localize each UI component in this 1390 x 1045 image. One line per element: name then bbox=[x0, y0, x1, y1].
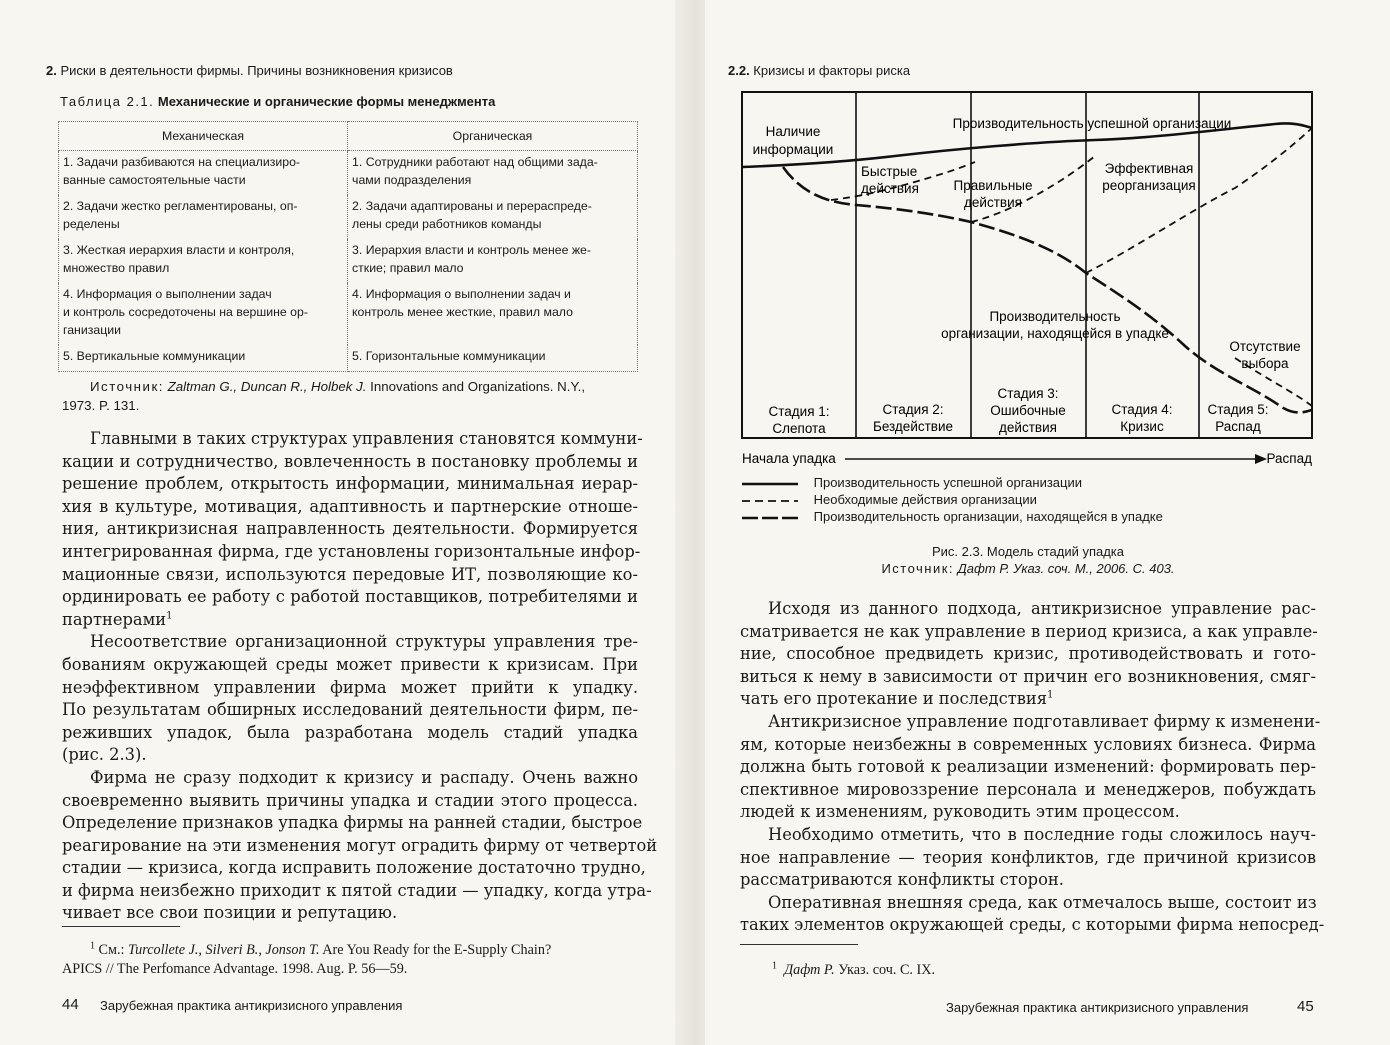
source-label: Источник: bbox=[90, 379, 164, 394]
label-information: Наличие информации bbox=[752, 124, 834, 157]
text-line-content: мационные связи, используются передовые ИТ, позволяющие ко- bbox=[62, 564, 638, 584]
label-fast-actions: Быстрые действия bbox=[861, 164, 919, 196]
text-line bbox=[740, 688, 1316, 711]
table-cell: 4. Информация о выполнении задач и контроль сосредоточены на вершине ор- ганизации bbox=[59, 283, 348, 345]
text-line-content: ние, способное предвидеть кризис, противодействовать и гото- bbox=[740, 644, 1316, 664]
footnote-reference: 1 bbox=[1047, 689, 1054, 701]
text-line bbox=[62, 812, 643, 835]
axis-start-label: Начала упадка bbox=[742, 451, 836, 466]
table-row bbox=[59, 283, 638, 345]
text-line bbox=[740, 756, 1316, 779]
stage-2-label: Стадия 2: Бездействие bbox=[872, 402, 954, 434]
text-line-content: спективное мировоззрение персонала и менеджеров, побуждать bbox=[740, 779, 1316, 799]
text-line bbox=[62, 835, 658, 858]
footnote-title: Are You Ready for the E-Supply Chain? bbox=[319, 942, 552, 958]
table-header-row bbox=[59, 122, 638, 151]
text-line-content: стадии — кризиса, когда исправить положение достаточно трудно, bbox=[62, 858, 646, 878]
footnote bbox=[62, 941, 642, 979]
text-line-content: людей к изменениям, руководить этим процессом. bbox=[740, 802, 1180, 822]
table-row bbox=[59, 239, 638, 283]
legend-label: Производительность организации, находящейся в упадке bbox=[813, 509, 1163, 524]
running-head-number: 2.2. bbox=[728, 63, 750, 78]
figure-caption: Рис. 2.3. Модель стадий упадка bbox=[931, 544, 1125, 559]
text-line-content: чивает все свои позиции и репутацию. bbox=[62, 903, 398, 923]
footer-title-left: Зарубежная практика антикризисного управления bbox=[100, 998, 403, 1013]
label-effective-reorg: Эффективная реорганизация bbox=[1102, 161, 1196, 193]
table-cell: 1. Задачи разбиваются на специализиро- ванные самостоятельные части bbox=[59, 151, 348, 196]
right-body-text bbox=[740, 598, 1325, 937]
text-line bbox=[62, 631, 638, 654]
text-line-content: хия в культуре, мотивация, адаптивность и партнерские отноше- bbox=[62, 496, 638, 516]
table-row bbox=[59, 195, 638, 239]
text-line-content: Несоответствие организационной структуры управления тре- bbox=[90, 632, 638, 652]
text-line bbox=[740, 779, 1316, 802]
legend-item-long-dash bbox=[742, 509, 1163, 524]
text-line-content: Исходя из данного подхода, антикризисное управление рас- bbox=[768, 599, 1316, 618]
axis-end-label: Распад bbox=[1266, 451, 1312, 466]
text-line-content: Необходимо отметить, что в последние годы сложилось науч- bbox=[768, 824, 1316, 844]
table-header-cell: Механическая bbox=[59, 122, 348, 151]
stage-4-label: Стадия 4: Кризис bbox=[1111, 402, 1173, 434]
table-cell: 2. Задачи жестко регламентированы, оп- ределены bbox=[59, 195, 348, 239]
text-line-content: и фирма неизбежно приходит к пятой стадии — упадку, когда утра- bbox=[62, 880, 652, 900]
text-line-content: виться к нему в зависимости от причин его возникновения, смяг- bbox=[740, 666, 1316, 686]
text-line-content: интегрированная фирма, где установлены горизонтальные инфор- bbox=[62, 541, 641, 561]
management-forms-table bbox=[58, 121, 638, 372]
table-row bbox=[59, 345, 638, 372]
table-row bbox=[59, 151, 638, 196]
legend-item-solid bbox=[742, 475, 1082, 490]
text-line bbox=[62, 473, 638, 496]
running-head bbox=[46, 63, 453, 78]
left-body-text bbox=[62, 428, 658, 925]
table-cell: 3. Иерархия власти и контроль менее же- сткие; правил мало bbox=[348, 239, 638, 283]
text-line-content: Фирма не сразу подходит к кризису и распаду. Очень важно bbox=[90, 767, 638, 787]
figure-source-text: Дафт Р. Указ. соч. М., 2006. С. 403. bbox=[954, 561, 1175, 576]
text-line bbox=[62, 541, 641, 564]
running-head-text: Кризисы и факторы риска bbox=[749, 63, 911, 78]
text-line bbox=[62, 880, 652, 903]
text-line-content: рассматриваются конфликты сторон. bbox=[740, 870, 1064, 890]
footnote-line2: APICS // The Perfomance Advantage. 1998. Aug. P. 56—59. bbox=[62, 961, 408, 977]
text-line bbox=[62, 744, 638, 767]
text-line bbox=[62, 586, 638, 609]
table-cell: 2. Задачи адаптированы и перераспреде- лены среди работников команды bbox=[348, 195, 638, 239]
source-authors: Zaltman G., Duncan R., Holbek J. bbox=[163, 379, 367, 394]
left-page bbox=[0, 0, 690, 1045]
stage-3-label: Стадия 3: Ошибочные действия bbox=[990, 386, 1066, 435]
arrow-head-icon bbox=[1255, 454, 1267, 464]
text-line bbox=[62, 609, 638, 632]
text-line bbox=[740, 643, 1316, 666]
table-caption bbox=[60, 94, 495, 109]
text-line bbox=[740, 847, 1316, 870]
legend-long-dash-swatch bbox=[742, 513, 802, 523]
figure-source-label: Источник: bbox=[881, 561, 955, 576]
text-line bbox=[62, 654, 638, 677]
legend-dashed-swatch bbox=[742, 496, 802, 506]
stage-1-label: Стадия 1: Слепота bbox=[768, 404, 830, 436]
text-line-content: Антикризисное управление подготавливает фирму к изменени- bbox=[768, 711, 1321, 731]
text-line bbox=[62, 451, 638, 474]
legend-label: Необходимые действия организации bbox=[813, 492, 1037, 507]
label-decline: Производительность организации, находящейся в упадке bbox=[941, 309, 1169, 341]
label-no-choice: Отсутствие выбора bbox=[1229, 339, 1301, 371]
text-line-content: кации и сотрудничество, вовлеченность в постановку проблемы и bbox=[62, 451, 638, 471]
text-line-content: ное направление — теория конфликтов, где причиной кризисов bbox=[740, 847, 1316, 867]
text-line-content: своевременно выявить причины упадка и стадии этого процесса. bbox=[62, 790, 638, 810]
footnote-reference: 1 bbox=[166, 610, 173, 622]
text-line-content: решение проблем, открытость информации, минимальная иерар- bbox=[62, 474, 638, 494]
text-line-content: реагирование на эти изменения могут оградить фирму от четвертой bbox=[62, 835, 658, 855]
text-line bbox=[740, 824, 1316, 847]
text-line bbox=[740, 621, 1316, 644]
text-line bbox=[62, 428, 643, 451]
figure-source bbox=[728, 561, 1328, 576]
text-line bbox=[740, 869, 1316, 892]
text-line bbox=[62, 790, 638, 813]
text-line-content: ния, антикризисная направленность деятельности. Формируется bbox=[62, 519, 638, 539]
footnote-marker: 1 bbox=[90, 940, 95, 952]
text-line bbox=[62, 699, 638, 722]
text-line bbox=[62, 496, 638, 519]
text-line bbox=[740, 892, 1316, 915]
text-line-content: партнерами bbox=[62, 609, 167, 629]
legend-label: Производительность успешной организации bbox=[813, 475, 1082, 490]
text-line bbox=[740, 711, 1321, 734]
page-number-left: 44 bbox=[62, 996, 79, 1013]
text-line-content: ординировать ее работу с работой поставщиков, потребителями и bbox=[62, 587, 638, 607]
decline-performance-line bbox=[783, 167, 1312, 413]
footnote-text: Указ. соч. С. IX. bbox=[834, 962, 936, 978]
legend-solid-swatch bbox=[742, 479, 802, 489]
text-line bbox=[740, 598, 1316, 621]
table-cell: 5. Горизонтальные коммуникации bbox=[348, 345, 638, 372]
text-line-content: неэффективном управлении фирма может прийти к упадку. bbox=[62, 677, 638, 697]
text-line-content: Главными в таких структурах управления становятся коммуни- bbox=[90, 429, 643, 448]
label-right-actions: Правильные действия bbox=[953, 178, 1033, 210]
text-line bbox=[740, 801, 1316, 824]
footnote-authors: Turcollete J., Silveri B., Jonson T. bbox=[128, 942, 320, 958]
text-line-content: По результатам обширных исследований деятельности фирм, пе- bbox=[62, 700, 638, 720]
running-head-number: 2. bbox=[46, 63, 57, 78]
text-line-content: Оперативная внешняя среда, как отмечалось выше, состоит из bbox=[768, 892, 1317, 912]
text-line bbox=[740, 666, 1316, 689]
text-line bbox=[62, 857, 646, 880]
text-line bbox=[62, 564, 638, 587]
footnote-author: Дафт Р. bbox=[784, 962, 835, 978]
table-source bbox=[90, 377, 585, 396]
running-head-right bbox=[728, 63, 910, 78]
label-success: Производительность успешной организации bbox=[952, 116, 1232, 131]
footnote-rule bbox=[740, 944, 858, 945]
table-source-line2: 1973. P. 131. bbox=[62, 398, 140, 413]
source-title: Innovations and Organizations. N.Y., bbox=[366, 379, 586, 394]
text-line bbox=[62, 902, 638, 925]
text-line-content: чать его протекание и последствия bbox=[740, 689, 1047, 709]
text-line-content: (рис. 2.3). bbox=[62, 745, 147, 765]
text-line bbox=[62, 767, 638, 790]
text-line bbox=[740, 914, 1325, 937]
text-line-content: должна быть готовой к реализации изменений: формировать пер- bbox=[740, 757, 1316, 777]
footnote-prefix: См.: bbox=[95, 942, 129, 958]
text-line bbox=[62, 677, 638, 700]
text-line-content: Определение признаков упадка фирмы на ранней стадии, быстрое bbox=[62, 813, 643, 833]
table-cell: 1. Сотрудники работают над общими зада- чами подразделения bbox=[348, 151, 638, 196]
text-line bbox=[740, 734, 1316, 757]
text-line-content: реживших упадок, была разработана модель стадий упадка bbox=[62, 722, 638, 742]
text-line-content: таких элементов окружающей среды, с которыми фирма непосред- bbox=[740, 915, 1325, 935]
text-line-content: бованиям окружающей среды может привести к кризисам. При bbox=[62, 654, 638, 674]
table-cell: 5. Вертикальные коммуникации bbox=[59, 345, 348, 372]
footnote-rule bbox=[62, 926, 180, 927]
footnote-right bbox=[772, 961, 935, 980]
text-line-content: ям, которые неизбежны в современных условиях бизнеса. Фирма bbox=[740, 734, 1316, 754]
text-line bbox=[62, 518, 638, 541]
decline-stages-figure bbox=[735, 88, 1325, 478]
text-line-content: сматривается не как управление в период кризиса, а как управле- bbox=[740, 621, 1318, 641]
footnote-marker: 1 bbox=[772, 960, 777, 972]
table-cell: 3. Жесткая иерархия власти и контроля, множество правил bbox=[59, 239, 348, 283]
table-cell: 4. Информация о выполнении задач и контроль менее жесткие, правил мало bbox=[348, 283, 638, 345]
text-line bbox=[62, 722, 638, 745]
page-number-right: 45 bbox=[1297, 998, 1314, 1015]
legend-item-dashed bbox=[742, 492, 1037, 507]
table-caption-title: Механические и органические формы менеджмента bbox=[157, 94, 496, 109]
table-header-cell: Органическая bbox=[348, 122, 638, 151]
footer-title-right: Зарубежная практика антикризисного управления bbox=[946, 1000, 1249, 1015]
table-caption-prefix: Таблица 2.1. bbox=[60, 94, 155, 109]
running-head-text: Риски в деятельности фирмы. Причины возникновения кризисов bbox=[56, 63, 453, 78]
stage-5-label: Стадия 5: Распад bbox=[1207, 402, 1269, 434]
